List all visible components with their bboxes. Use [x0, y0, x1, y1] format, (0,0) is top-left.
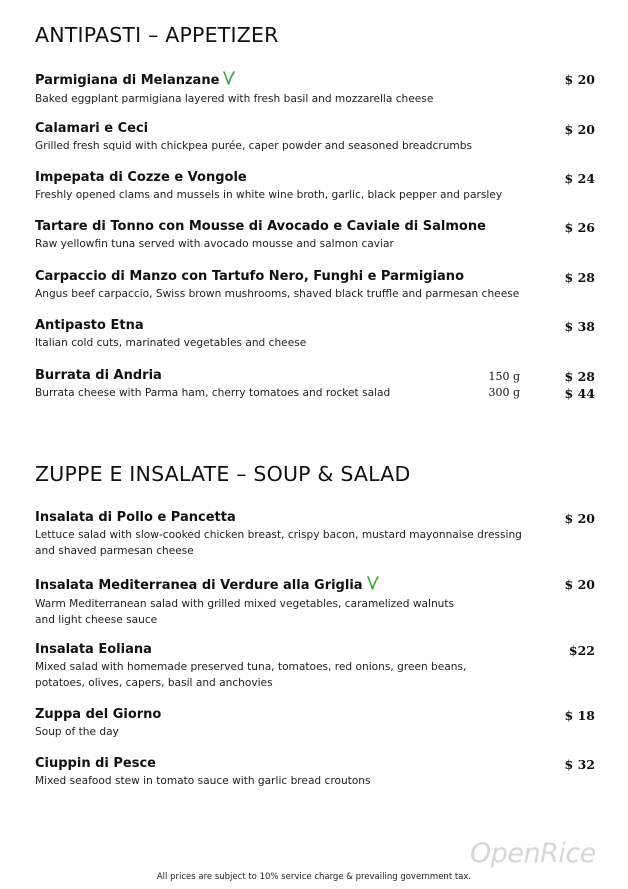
item-name: Calamari e Ceci: [35, 121, 149, 136]
item-description: Freshly opened clams and mussels in white wine broth, garlic, black pepper and parsley: [35, 189, 503, 201]
item-description: Italian cold cuts, marinated vegetables and cheese: [35, 337, 307, 349]
item-price: $ 38: [564, 319, 595, 334]
menu-item-calamari: [35, 121, 595, 155]
item-price: $22: [568, 643, 595, 658]
item-description-line: potatoes, olives, capers, basil and anchovies: [35, 676, 273, 689]
item-price: $ 20: [564, 577, 595, 592]
item-name: Antipasto Etna: [35, 318, 144, 333]
menu-item-impepata: [35, 170, 595, 204]
item-name: Insalata di Pollo e Pancetta: [35, 510, 236, 525]
item-description-line: Warm Mediterranean salad with grilled mixed vegetables, caramelized walnuts: [35, 598, 455, 610]
menu-item-burrata: [35, 368, 595, 402]
item-name: Impepata di Cozze e Vongole: [35, 170, 247, 185]
item-name: Tartare di Tonno con Mousse di Avocado e Caviale di Salmone: [35, 219, 486, 234]
item-description: Soup of the day: [35, 726, 119, 738]
item-description: Baked eggplant parmigiana layered with fresh basil and mozzarella cheese: [35, 93, 434, 105]
item-description-line: Mixed salad with homemade preserved tuna, tomatoes, red onions, green beans,: [35, 661, 467, 673]
item-price: $ 18: [564, 708, 595, 723]
item-name: Insalata Mediterranea di Verdure alla Griglia: [35, 578, 363, 593]
item-name: Burrata di Andria: [35, 368, 162, 383]
item-description: Mixed seafood stew in tomato sauce with garlic bread croutons: [35, 775, 371, 787]
item-price: $ 20: [564, 72, 595, 87]
menu-item-zuppa: [35, 707, 595, 741]
item-price: $ 24: [564, 171, 595, 186]
item-price: $ 20: [564, 511, 595, 526]
vegetarian-leaf-icon: [367, 576, 379, 595]
item-description: Angus beef carpaccio, Swiss brown mushrooms, shaved black truffle and parmesan cheese: [35, 288, 520, 300]
item-name: Parmigiana di Melanzane: [35, 73, 220, 88]
section-title-antipasti: ANTIPASTI – APPETIZER: [35, 23, 279, 47]
openrice-watermark: OpenRice: [470, 838, 596, 869]
vegetarian-leaf-icon: [223, 71, 235, 90]
item-description: Burrata cheese with Parma ham, cherry tomatoes and rocket salad: [35, 387, 391, 399]
menu-item-ciuppin: [35, 756, 595, 790]
item-price: $ 20: [564, 122, 595, 137]
item-price: $ 28: [564, 369, 595, 384]
item-price: $ 32: [564, 757, 595, 772]
menu-item-insalata-pollo: [35, 510, 595, 559]
item-description: Raw yellowfin tuna served with avocado mousse and salmon caviar: [35, 238, 394, 250]
menu-item-insalata-eoliana: [35, 642, 595, 691]
item-weight: 150 g: [488, 370, 520, 383]
item-description-line: and light cheese sauce: [35, 613, 158, 626]
menu-item-carpaccio: [35, 269, 595, 303]
menu-item-antipasto-etna: [35, 318, 595, 352]
item-description-line: Lettuce salad with slow-cooked chicken breast, crispy bacon, mustard mayonnaise dressing: [35, 529, 522, 541]
menu-item-tartare: [35, 219, 595, 253]
item-price: $ 44: [564, 386, 595, 401]
section-title-zuppe: ZUPPE E INSALATE – SOUP & SALAD: [35, 462, 411, 486]
item-name: Insalata Eoliana: [35, 642, 152, 657]
item-weight: 300 g: [488, 386, 520, 399]
item-price: $ 26: [564, 220, 595, 235]
item-description-line: and shaved parmesan cheese: [35, 544, 194, 557]
item-name: Zuppa del Giorno: [35, 707, 162, 722]
menu-item-insalata-mediterranea: [35, 576, 595, 628]
item-price: $ 28: [564, 270, 595, 285]
footer-note: All prices are subject to 10% service charge & prevailing government tax.: [156, 872, 472, 882]
item-name: Carpaccio di Manzo con Tartufo Nero, Funghi e Parmigiano: [35, 269, 464, 284]
item-name: Ciuppin di Pesce: [35, 756, 156, 771]
item-description: Grilled fresh squid with chickpea purée, caper powder and seasoned breadcrumbs: [35, 140, 472, 152]
menu-item-parmigiana: [35, 71, 595, 108]
